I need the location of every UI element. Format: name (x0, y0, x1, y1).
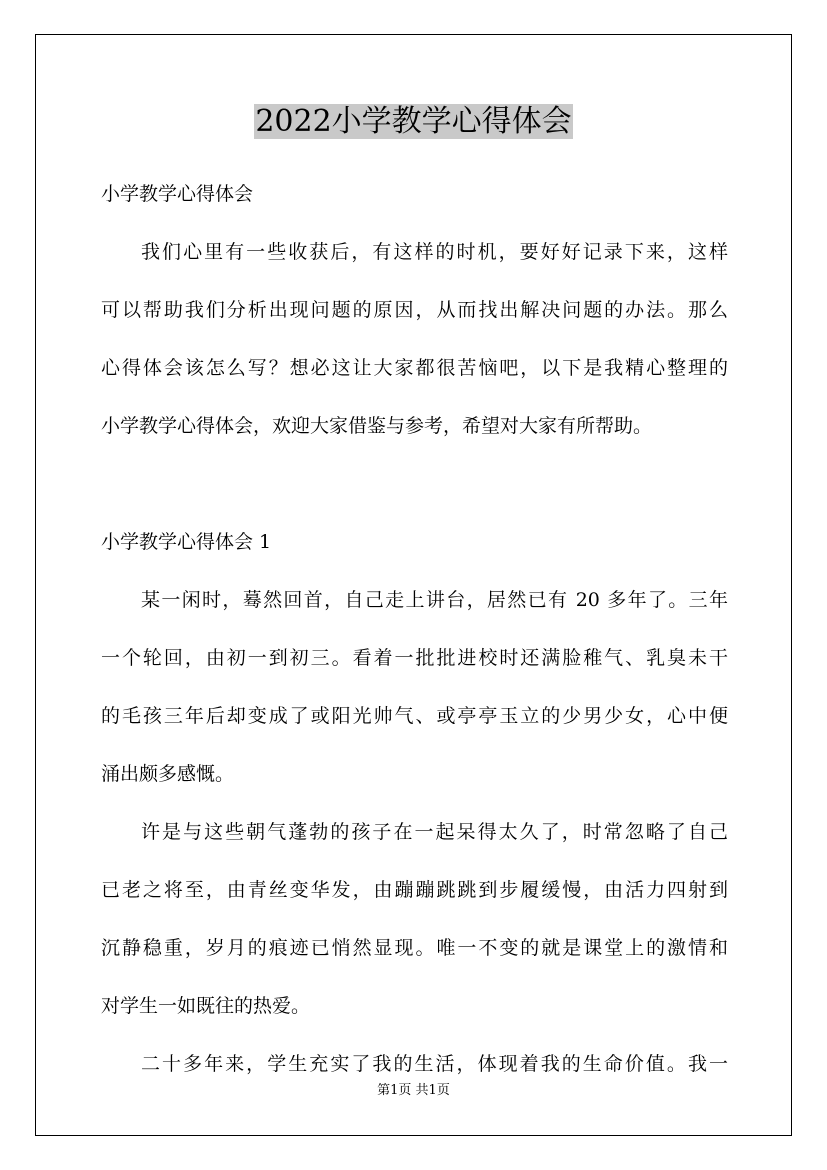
document-body (101, 174, 728, 1084)
paragraph-2 (101, 812, 728, 1026)
paragraph-line: 心得体会该怎么写？想必这让大家都很苦恼吧，以下是我精心整理的 (101, 357, 728, 379)
paragraph-line: 的毛孩三年后却变成了或阳光帅气、或亭亭玉立的少男少女，心中便 (101, 705, 728, 727)
paragraph-line: 某一闲时，蓦然回首，自己走上讲台，居然已有 20 多年了。三年 (141, 589, 728, 611)
intro-paragraph (101, 232, 728, 446)
paragraph-line: 二十多年来，学生充实了我的生活，体现着我的生命价值。我一 (141, 1053, 728, 1075)
section-heading: 小学教学心得体会 1 (101, 531, 272, 553)
document-title-text: 2022小学教学心得体会 (255, 104, 572, 139)
paragraph-line: 对学生一如既往的热爱。 (101, 995, 311, 1017)
page-footer (0, 1081, 827, 1101)
paragraph-line: 我们心里有一些收获后，有这样的时机，要好好记录下来，这样 (141, 241, 728, 263)
paragraph-line: 可以帮助我们分析出现问题的原因，从而找出解决问题的办法。那么 (101, 299, 728, 321)
paragraph-3 (101, 1044, 728, 1084)
paragraph-line: 已老之将至，由青丝变华发，由蹦蹦跳跳到步履缓慢，由活力四射到 (101, 879, 728, 901)
page-number: 第1页 共1页 (377, 1083, 450, 1098)
paragraph-line: 沉静稳重，岁月的痕迹已悄然显现。唯一不变的就是课堂上的激情和 (101, 937, 728, 959)
document-title (0, 102, 827, 142)
paragraph-line: 小学教学心得体会，欢迎大家借鉴与参考，希望对大家有所帮助。 (101, 415, 653, 437)
paragraph-line: 涌出颇多感慨。 (101, 763, 235, 785)
paragraph-line: 一个轮回，由初一到初三。看着一批批进校时还满脸稚气、乳臭未干 (101, 647, 728, 669)
paragraph-line: 许是与这些朝气蓬勃的孩子在一起呆得太久了，时常忽略了自己 (141, 821, 728, 843)
intro-heading: 小学教学心得体会 (101, 183, 254, 205)
paragraph-1 (101, 580, 728, 794)
